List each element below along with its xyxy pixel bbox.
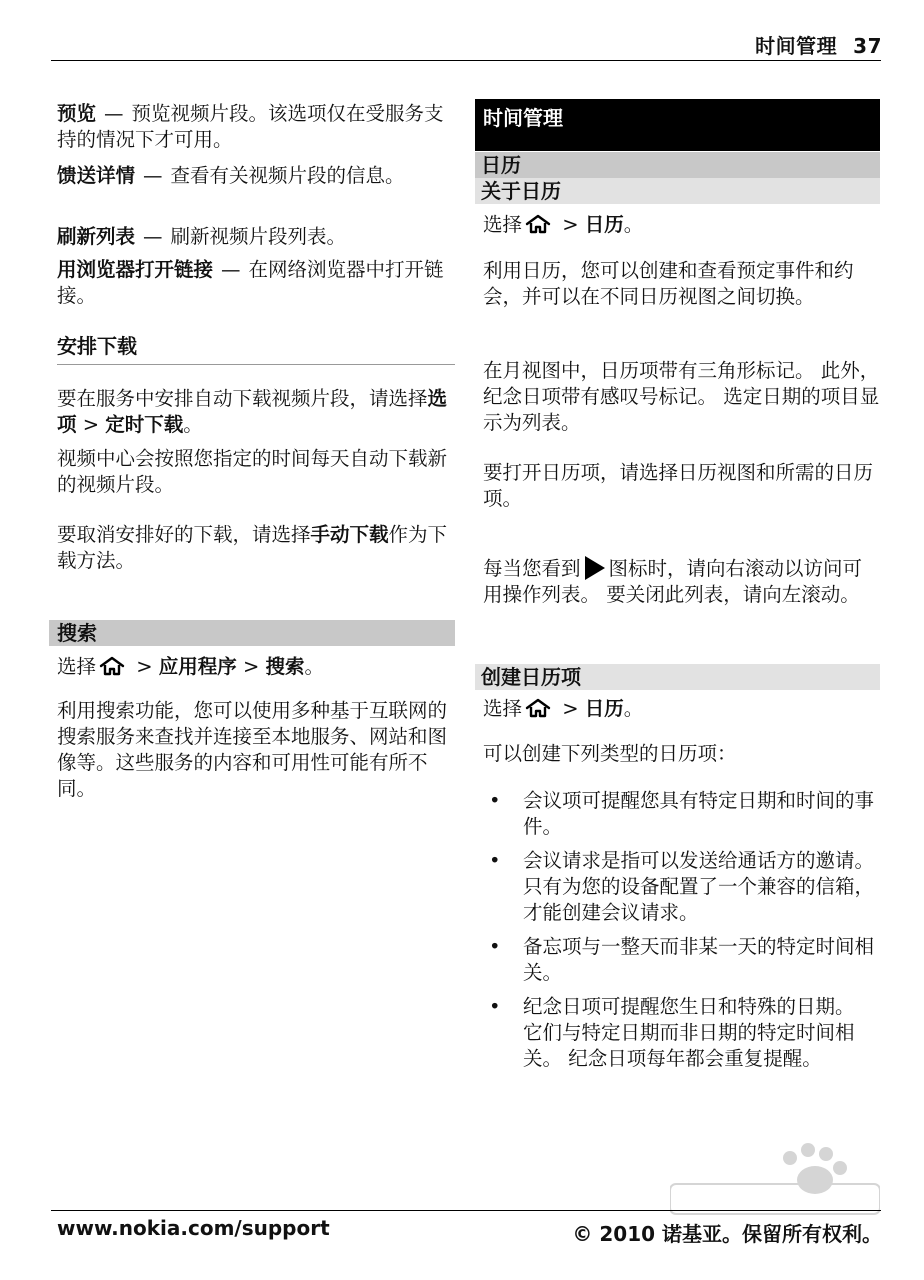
dash: —: [143, 225, 163, 248]
list-item-text: 会议请求是指可以发送给通话方的邀请。 只有为您的设备配置了一个兼容的信箱，才能创建会议请求。: [523, 849, 875, 924]
footer-copyright: © 2010 诺基亚。保留所有权利。: [572, 1222, 882, 1246]
list-item-text: 会议项可提醒您具有特定日期和时间的事件。: [523, 789, 875, 838]
refresh-entry: [57, 224, 455, 250]
timed-download-term: 定时下载: [105, 413, 184, 436]
text: 图标时，请向右滚动以访问可用操作列表。 要关闭此列表，请向左滚动。: [483, 557, 863, 606]
list-item: [483, 848, 880, 926]
text: 要在服务中安排自动下载视频片段，请选择: [57, 387, 428, 410]
apps-term: 应用程序: [158, 655, 237, 678]
search-term: 搜索: [265, 655, 305, 678]
list-item: [483, 934, 880, 986]
calendar-term: 日历: [584, 697, 624, 720]
chapter-title-bar: 时间管理: [475, 99, 880, 151]
text: 。: [623, 213, 644, 236]
list-item: [483, 994, 880, 1072]
calendar-section-bar: 日历: [475, 152, 880, 178]
arrow-text: >: [130, 655, 159, 678]
page-number: 37: [853, 34, 882, 58]
text: 选择: [57, 655, 97, 678]
play-arrow-icon: [585, 556, 605, 580]
list-item-text: 备忘项与一整天而非某一天的特定时间相关。: [523, 935, 875, 984]
calendar-paragraph-3: 要打开日历项，请选择日历视图和所需的日历项。: [483, 461, 874, 510]
entry-type-list: [475, 788, 880, 1080]
header-title: 时间管理: [755, 34, 838, 58]
calendar-term: 日历: [584, 213, 624, 236]
about-calendar-bar: 关于日历: [475, 178, 880, 204]
dash: —: [104, 102, 124, 125]
preview-term: 预览: [57, 102, 97, 125]
search-path: [57, 654, 455, 680]
refresh-term: 刷新列表: [57, 225, 136, 248]
text: 要取消安排好的下载，请选择: [57, 523, 311, 546]
home-icon: [524, 698, 552, 718]
text: 作为下载方法。: [57, 523, 448, 572]
dash: —: [221, 258, 241, 281]
text: 。: [183, 413, 203, 436]
browser-text: 在网络浏览器中打开链接。: [57, 258, 444, 307]
footer-url[interactable]: www.nokia.com/support: [57, 1216, 330, 1240]
bullet: •: [489, 995, 501, 1018]
feed-text: 查看有关视频片段的信息。: [170, 164, 405, 187]
list-item-text: 纪念日项可提醒您生日和特殊的日期。 它们与特定日期而非日期的特定时间相关。 纪念日项每年都会重复提醒。: [523, 995, 855, 1070]
feed-entry: [57, 163, 455, 189]
schedule-title: 安排下载: [57, 333, 455, 365]
create-entry-bar: 创建日历项: [475, 664, 880, 690]
schedule-paragraph-1: [57, 386, 455, 438]
header-divider: [51, 60, 881, 61]
schedule-paragraph-3: [57, 522, 455, 574]
browser-entry: [57, 257, 455, 309]
preview-entry: [57, 101, 455, 153]
calendar-paragraph-1: 利用日历，您可以创建和查看预定事件和约会，并可以在不同日历视图之间切换。: [483, 259, 854, 308]
list-item: [483, 788, 880, 840]
feed-term: 馈送详情: [57, 164, 136, 187]
bullet: •: [489, 849, 501, 872]
baidu-watermark-icon: [670, 1140, 880, 1220]
types-intro: 可以创建下列类型的日历项：: [483, 742, 737, 765]
arrow-text: >: [76, 413, 106, 436]
arrow-text: >: [236, 655, 266, 678]
home-icon: [524, 214, 552, 234]
calendar-path: [475, 212, 880, 238]
dash: —: [143, 164, 163, 187]
preview-text: 预览视频片段。该选项仅在受服务支持的情况下才可用。: [57, 102, 444, 151]
text: 选择: [483, 213, 523, 236]
text: 选择: [483, 697, 523, 720]
page-header: [755, 30, 882, 59]
schedule-paragraph-2: 视频中心会按照您指定的时间每天自动下载新的视频片段。: [57, 447, 448, 496]
search-paragraph: 利用搜索功能，您可以使用多种基于互联网的搜索服务来查找并连接至本地服务、网站和图像等。这些服务的内容和可用性可能有所不同。: [57, 699, 448, 800]
home-icon: [98, 656, 126, 676]
text: 。: [623, 697, 644, 720]
browser-term: 用浏览器打开链接: [57, 258, 214, 281]
calendar-paragraph-4: [475, 556, 880, 608]
text: 每当您看到: [483, 557, 581, 580]
calendar-paragraph-2: 在月视图中，日历项带有三角形标记。 此外，纪念日项带有感叹号标记。 选定日期的项目显示为列表。: [483, 359, 880, 434]
options-term: 选项: [57, 387, 448, 436]
refresh-text: 刷新视频片段列表。: [170, 225, 347, 248]
create-path: [475, 696, 880, 722]
arrow-text: >: [556, 697, 585, 720]
manual-download-term: 手动下载: [310, 523, 389, 546]
text: 。: [304, 655, 325, 678]
bullet: •: [489, 789, 501, 812]
bullet: •: [489, 935, 501, 958]
footer-divider: [51, 1210, 881, 1211]
arrow-text: >: [556, 213, 585, 236]
search-section-bar: 搜索: [49, 620, 455, 646]
